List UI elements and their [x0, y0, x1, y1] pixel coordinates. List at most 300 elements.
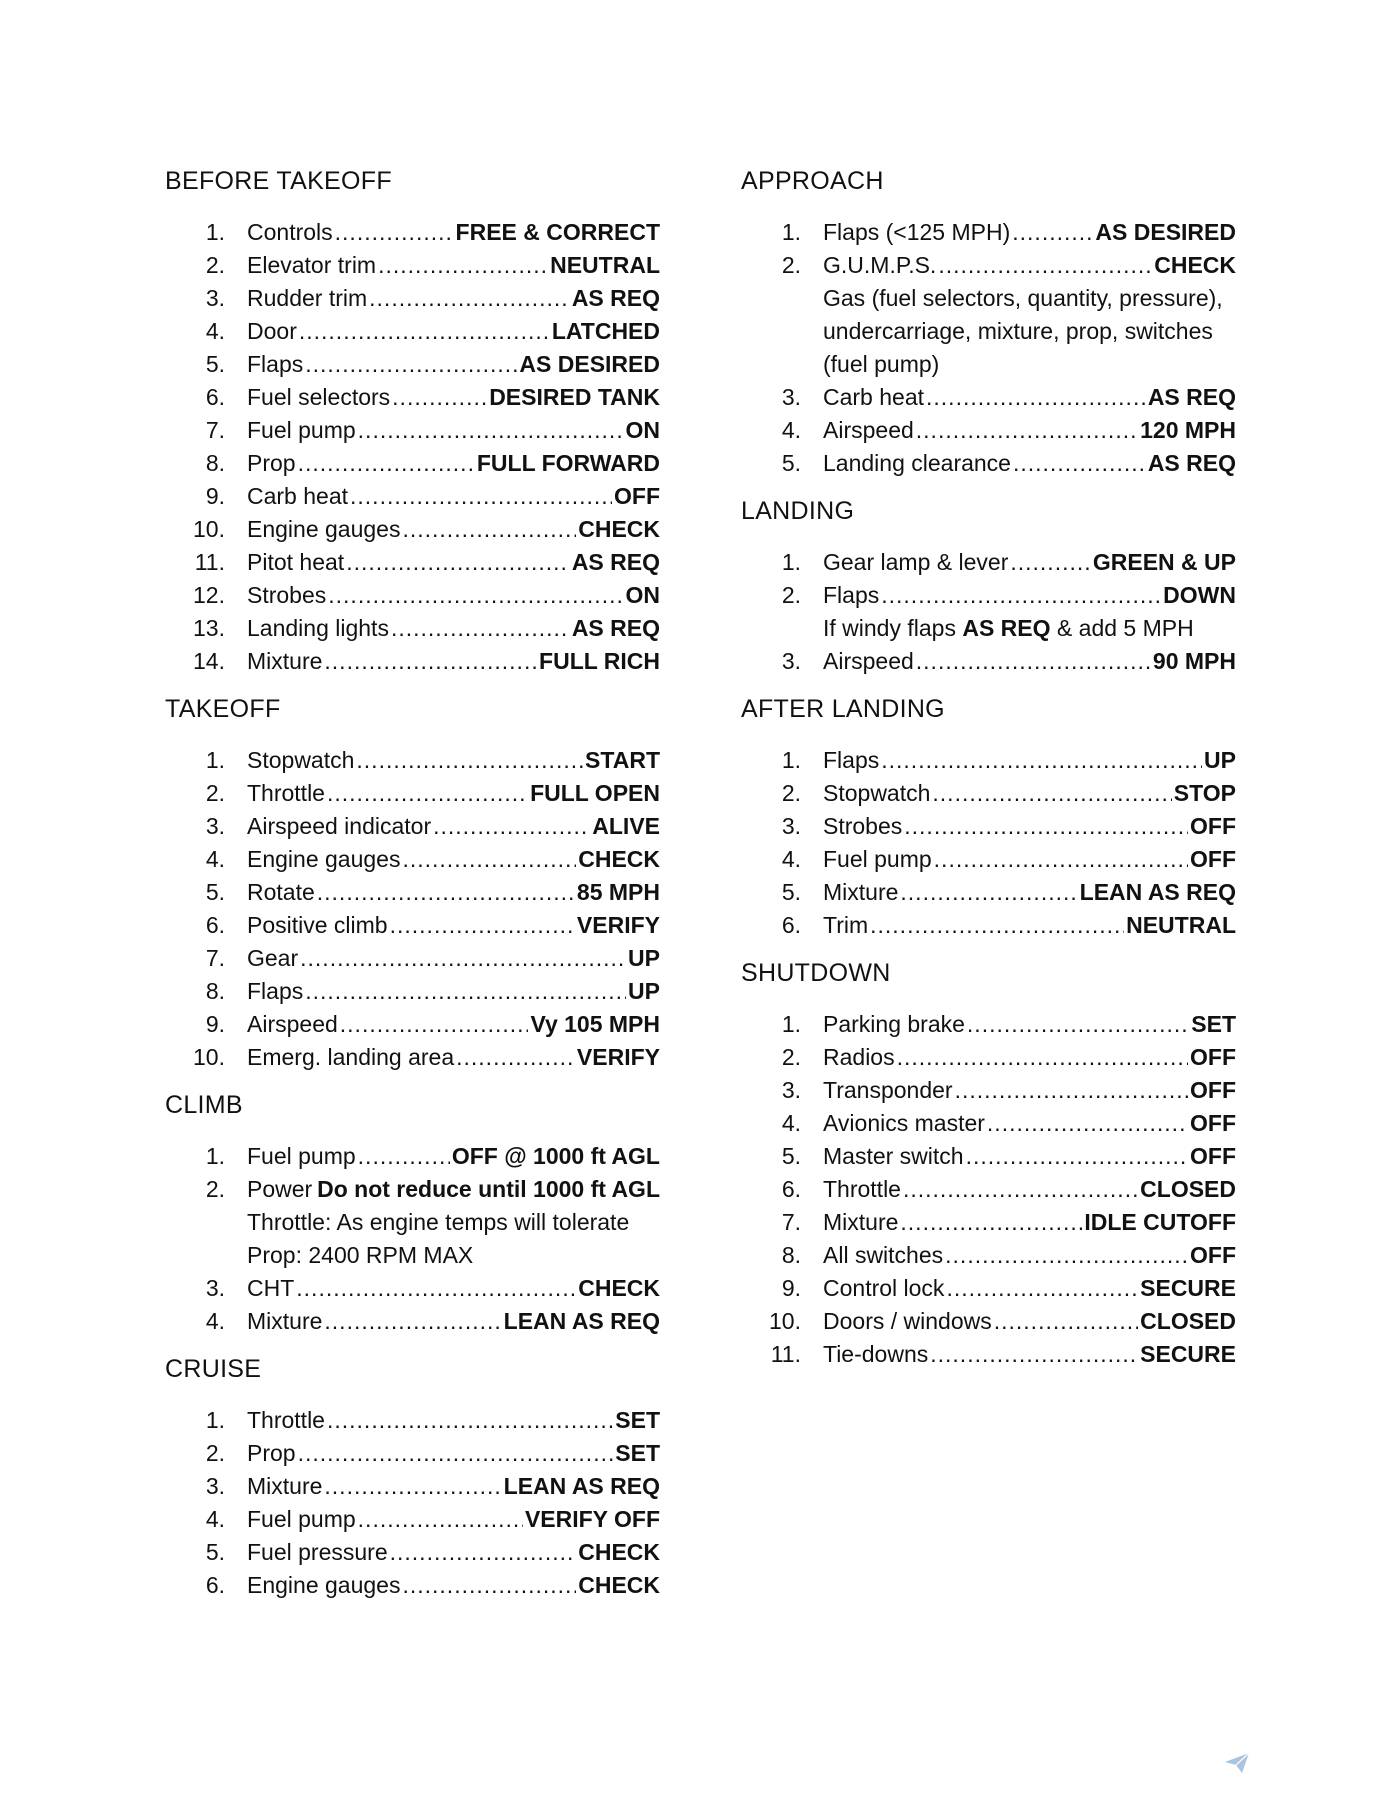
item-number: 10. [193, 1044, 225, 1070]
item-label: Power [247, 1176, 313, 1202]
item-number: 1. [205, 1407, 225, 1433]
item-label: Carb heat [823, 384, 925, 410]
checklist-item [165, 1272, 660, 1305]
item-label: Flaps [247, 978, 304, 1004]
dot-leader [987, 1107, 1188, 1140]
checklist-item [165, 645, 660, 678]
dot-leader [391, 612, 570, 645]
item-label: Airspeed [823, 417, 914, 443]
item-value: OFF @ 1000 ft AGL [451, 1143, 660, 1169]
checklist-item [165, 744, 660, 777]
checklist-item [741, 810, 1236, 843]
dot-leader [300, 942, 626, 975]
dot-leader [402, 513, 576, 546]
item-value: VERIFY [576, 912, 660, 938]
dot-leader [945, 1239, 1188, 1272]
dot-leader [298, 1437, 614, 1470]
note-bold: AS REQ [962, 615, 1051, 641]
dot-leader [955, 1074, 1188, 1107]
section-title: SHUTDOWN [741, 959, 891, 987]
item-label: Fuel pressure [247, 1539, 388, 1565]
checklist-item [741, 1074, 1236, 1107]
checklist-item [741, 909, 1236, 942]
item-number: 4. [205, 318, 225, 344]
item-value: CHECK [578, 1275, 660, 1301]
item-value: SET [1191, 1011, 1236, 1037]
item-value: Do not reduce until 1000 ft AGL [317, 1176, 660, 1202]
checklist-item [741, 1272, 1236, 1305]
checklist-item [165, 315, 660, 348]
item-label: CHT [247, 1275, 295, 1301]
checklist-item [165, 414, 660, 447]
checklist-item [165, 1536, 660, 1569]
item-label: Doors / windows [823, 1308, 992, 1334]
checklist-item [165, 348, 660, 381]
item-number: 3. [205, 285, 225, 311]
checklist-item [165, 282, 660, 315]
item-note: Prop: 2400 RPM MAX [247, 1242, 474, 1268]
checklist-item [741, 1008, 1236, 1041]
item-value: VERIFY OFF [524, 1506, 660, 1532]
item-value: LEAN AS REQ [1079, 879, 1236, 905]
item-value: STOP [1173, 780, 1236, 806]
item-label: Engine gauges [247, 1572, 401, 1598]
item-value: UP [1204, 747, 1236, 773]
item-value: FULL FORWARD [476, 450, 660, 476]
dot-leader [916, 645, 1151, 678]
checklist [165, 744, 660, 1074]
item-value: CLOSED [1140, 1308, 1236, 1334]
item-label: Rudder trim [247, 285, 368, 311]
item-number: 1. [205, 219, 225, 245]
item-label: Trim [823, 912, 869, 938]
checklist-item [165, 546, 660, 579]
item-label: Control lock [823, 1275, 945, 1301]
checklist [741, 1008, 1236, 1371]
checklist [741, 744, 1236, 942]
item-label: Flaps [823, 582, 880, 608]
checklist-item [741, 1107, 1236, 1140]
item-number: 13. [193, 615, 225, 641]
item-value: Vy 105 MPH [530, 1011, 660, 1037]
item-number: 4. [781, 1110, 801, 1136]
item-number: 2. [205, 252, 225, 278]
checklist-item [741, 1140, 1236, 1173]
checklist-item [165, 1305, 660, 1338]
item-label: Strobes [823, 813, 903, 839]
checklist-item [741, 876, 1236, 909]
section-before-takeoff [165, 166, 660, 678]
item-value: NEUTRAL [1126, 912, 1236, 938]
item-value: DOWN [1163, 582, 1236, 608]
checklist-item [741, 777, 1236, 810]
right-column [741, 166, 1236, 1387]
dot-leader [402, 1569, 576, 1602]
item-note [741, 612, 1236, 645]
item-number: 8. [205, 450, 225, 476]
dot-leader [305, 348, 517, 381]
item-label: Transponder [823, 1077, 953, 1103]
checklist-item [741, 216, 1236, 249]
checklist-item [165, 942, 660, 975]
item-number: 7. [781, 1209, 801, 1235]
dot-leader [335, 216, 454, 249]
dot-leader [916, 414, 1138, 447]
item-label: Engine gauges [247, 846, 401, 872]
item-label: Prop [247, 1440, 296, 1466]
item-label: Mixture [247, 648, 323, 674]
item-value: CHECK [578, 516, 660, 542]
dot-leader [324, 645, 537, 678]
item-number: 8. [781, 1242, 801, 1268]
item-value: AS REQ [571, 549, 660, 575]
checklist [741, 546, 1236, 678]
item-label: Radios [823, 1044, 895, 1070]
dot-leader [897, 1041, 1188, 1074]
dot-leader [327, 1404, 613, 1437]
item-value: ALIVE [592, 813, 660, 839]
item-number: 5. [781, 1143, 801, 1169]
dot-leader [299, 315, 550, 348]
item-value: VERIFY [576, 1044, 660, 1070]
item-value: 90 MPH [1152, 648, 1236, 674]
item-number: 9. [205, 1011, 225, 1037]
item-value: ON [625, 582, 660, 608]
item-number: 2. [205, 780, 225, 806]
item-label: Gear [247, 945, 299, 971]
item-value: OFF [1190, 1242, 1236, 1268]
item-label: Stopwatch [823, 780, 931, 806]
item-label: Fuel pump [247, 1143, 356, 1169]
item-label: Fuel pump [247, 417, 356, 443]
checklist-item [741, 645, 1236, 678]
item-value: OFF [1190, 813, 1236, 839]
checklist-item [165, 909, 660, 942]
item-value: AS DESIRED [1095, 219, 1236, 245]
item-label: Mixture [823, 1209, 899, 1235]
dot-leader [378, 249, 548, 282]
item-number: 2. [781, 252, 801, 278]
dot-leader [881, 744, 1202, 777]
item-label: Airspeed [823, 648, 914, 674]
item-number: 5. [205, 1539, 225, 1565]
dot-leader [934, 843, 1188, 876]
item-label: Stopwatch [247, 747, 355, 773]
item-label: Master switch [823, 1143, 964, 1169]
dot-leader [932, 777, 1171, 810]
item-number: 3. [781, 384, 801, 410]
item-value: AS REQ [571, 285, 660, 311]
checklist-item [165, 1437, 660, 1470]
item-value: ON [625, 417, 660, 443]
dot-leader [328, 579, 623, 612]
dot-leader [903, 1173, 1138, 1206]
checklist-item [165, 810, 660, 843]
section-shutdown [741, 958, 1236, 1371]
item-value: LATCHED [551, 318, 660, 344]
dot-leader [392, 381, 487, 414]
item-value: CHECK [578, 1539, 660, 1565]
item-label: Airspeed [247, 1011, 338, 1037]
checklist-item [741, 843, 1236, 876]
item-number: 9. [205, 483, 225, 509]
item-value: CLOSED [1140, 1176, 1236, 1202]
checklist-item [165, 1041, 660, 1074]
item-number: 1. [781, 219, 801, 245]
checklist [165, 216, 660, 678]
item-number: 2. [781, 1044, 801, 1070]
checklist-item [165, 249, 660, 282]
dot-leader [1010, 546, 1091, 579]
dot-leader [930, 1338, 1138, 1371]
item-label: Fuel pump [247, 1506, 356, 1532]
dot-leader [356, 744, 583, 777]
section-takeoff [165, 694, 660, 1074]
checklist [741, 216, 1236, 480]
dot-leader [358, 1503, 523, 1536]
dot-leader [946, 1272, 1138, 1305]
item-value: GREEN & UP [1092, 549, 1236, 575]
checklist-item [165, 1173, 660, 1206]
item-label: Rotate [247, 879, 315, 905]
dot-leader [305, 975, 626, 1008]
dot-leader [324, 1470, 501, 1503]
item-value: SET [615, 1440, 660, 1466]
item-number: 12. [193, 582, 225, 608]
item-number: 4. [205, 846, 225, 872]
item-number: 6. [205, 1572, 225, 1598]
item-label: Positive climb [247, 912, 388, 938]
item-value: AS REQ [1147, 384, 1236, 410]
item-label: Door [247, 318, 297, 344]
item-note: Throttle: As engine temps will tolerate [247, 1209, 630, 1235]
dot-leader [900, 1206, 1082, 1239]
item-number: 9. [781, 1275, 801, 1301]
checklist-item [165, 1470, 660, 1503]
item-value: OFF [1190, 1044, 1236, 1070]
item-number: 6. [781, 912, 801, 938]
item-label: Throttle [247, 1407, 325, 1433]
item-number: 10. [193, 516, 225, 542]
checklist-item [165, 447, 660, 480]
item-value: LEAN AS REQ [503, 1473, 660, 1499]
item-number: 10. [769, 1308, 801, 1334]
item-number: 4. [205, 1506, 225, 1532]
checklist-item [165, 513, 660, 546]
item-number: 5. [781, 879, 801, 905]
item-number: 5. [205, 879, 225, 905]
item-value: LEAN AS REQ [503, 1308, 660, 1334]
item-number: 6. [205, 384, 225, 410]
checklist-item [165, 843, 660, 876]
dot-leader [390, 1536, 577, 1569]
checklist-item [165, 1140, 660, 1173]
item-label: Landing clearance [823, 450, 1011, 476]
item-value: FULL RICH [539, 648, 660, 674]
dot-leader [1012, 216, 1093, 249]
item-number: 3. [781, 813, 801, 839]
item-number: 4. [205, 1308, 225, 1334]
checklist-item [165, 1569, 660, 1602]
item-label: Throttle [247, 780, 325, 806]
dot-leader [358, 414, 624, 447]
dot-leader [881, 579, 1161, 612]
item-value: NEUTRAL [550, 252, 660, 278]
checklist-item [165, 777, 660, 810]
item-label: Avionics master [823, 1110, 985, 1136]
item-label: Emerg. landing area [247, 1044, 455, 1070]
dot-leader [967, 1008, 1189, 1041]
item-number: 2. [781, 780, 801, 806]
item-label: Flaps [823, 747, 880, 773]
checklist-item [741, 249, 1236, 282]
item-value: FREE & CORRECT [455, 219, 660, 245]
section-title: CLIMB [165, 1091, 243, 1119]
dot-leader [358, 1140, 450, 1173]
item-label: All switches [823, 1242, 944, 1268]
item-label: Elevator trim [247, 252, 377, 278]
checklist-item [741, 1206, 1236, 1239]
item-number: 2. [205, 1440, 225, 1466]
item-number: 4. [781, 417, 801, 443]
item-value: OFF [1190, 1077, 1236, 1103]
note-pre: If windy flaps [823, 615, 963, 641]
item-note: (fuel pump) [823, 351, 940, 377]
item-number: 1. [781, 747, 801, 773]
checklist [165, 1140, 660, 1338]
item-number: 14. [193, 648, 225, 674]
item-label: Controls [247, 219, 333, 245]
item-number: 11. [770, 1341, 801, 1367]
item-value: CHECK [578, 1572, 660, 1598]
item-label: Mixture [247, 1473, 323, 1499]
item-label: Landing lights [247, 615, 389, 641]
dot-leader [298, 447, 475, 480]
checklist-item [741, 414, 1236, 447]
item-label: Mixture [247, 1308, 323, 1334]
dot-leader [317, 876, 575, 909]
item-number: 1. [781, 549, 801, 575]
item-label: Fuel selectors [247, 384, 391, 410]
dot-leader [966, 1140, 1188, 1173]
item-note: Gas (fuel selectors, quantity, pressure), [823, 285, 1223, 311]
item-value: SET [615, 1407, 660, 1433]
dot-leader [904, 810, 1188, 843]
checklist-item [741, 744, 1236, 777]
item-value: AS REQ [571, 615, 660, 641]
checklist-item [741, 1338, 1236, 1371]
section-title: LANDING [741, 497, 855, 525]
checklist-item [165, 975, 660, 1008]
item-label: Gear lamp & lever [823, 549, 1009, 575]
item-value: AS REQ [1147, 450, 1236, 476]
item-value: DESIRED TANK [489, 384, 660, 410]
item-number: 5. [781, 450, 801, 476]
item-label: Engine gauges [247, 516, 401, 542]
item-number: 2. [205, 1176, 225, 1202]
item-label: Fuel pump [823, 846, 932, 872]
checklist-item [741, 546, 1236, 579]
dot-leader [900, 876, 1077, 909]
checklist-item [741, 1239, 1236, 1272]
checklist-item [165, 480, 660, 513]
item-number: 5. [205, 351, 225, 377]
checklist-item [165, 876, 660, 909]
dot-leader [456, 1041, 575, 1074]
item-label: Airspeed indicator [247, 813, 432, 839]
checklist-item [741, 381, 1236, 414]
dot-leader [994, 1305, 1138, 1338]
item-number: 7. [205, 417, 225, 443]
item-value: IDLE CUTOFF [1084, 1209, 1236, 1235]
dot-leader [346, 546, 570, 579]
checklist-item [741, 579, 1236, 612]
checklist-item [165, 612, 660, 645]
checklist [165, 1404, 660, 1602]
section-title: BEFORE TAKEOFF [165, 167, 392, 195]
item-number: 3. [781, 648, 801, 674]
dot-leader [938, 249, 1152, 282]
item-value: 85 MPH [576, 879, 660, 905]
item-value: START [585, 747, 660, 773]
checklist-item [741, 447, 1236, 480]
paper-plane-icon [1224, 1752, 1250, 1774]
item-label: Tie-downs [823, 1341, 929, 1367]
item-label: G.U.M.P.S. [823, 252, 937, 278]
item-number: 1. [781, 1011, 801, 1037]
item-label: Throttle [823, 1176, 901, 1202]
section-cruise [165, 1354, 660, 1602]
dot-leader [350, 480, 612, 513]
dot-leader [402, 843, 576, 876]
item-value: OFF [1190, 1143, 1236, 1169]
item-number: 3. [781, 1077, 801, 1103]
section-title: TAKEOFF [165, 695, 281, 723]
dot-leader [369, 282, 570, 315]
section-climb [165, 1090, 660, 1338]
item-number: 7. [205, 945, 225, 971]
checklist-item [165, 1503, 660, 1536]
item-number: 1. [205, 1143, 225, 1169]
item-number: 4. [781, 846, 801, 872]
item-number: 6. [781, 1176, 801, 1202]
item-label: Parking brake [823, 1011, 965, 1037]
dot-leader [390, 909, 575, 942]
dot-leader [1013, 447, 1146, 480]
dot-leader [324, 1305, 501, 1338]
dot-leader [296, 1272, 576, 1305]
checklist-item [165, 216, 660, 249]
item-value: OFF [614, 483, 660, 509]
checklist-item [165, 1404, 660, 1437]
item-label: Strobes [247, 582, 327, 608]
item-label: Carb heat [247, 483, 349, 509]
item-value: OFF [1190, 846, 1236, 872]
item-label: Flaps (<125 MPH) [823, 219, 1011, 245]
item-number: 1. [205, 747, 225, 773]
item-value: FULL OPEN [530, 780, 660, 806]
section-approach [741, 166, 1236, 480]
item-number: 3. [205, 1275, 225, 1301]
item-value: 120 MPH [1140, 417, 1236, 443]
section-title: AFTER LANDING [741, 695, 945, 723]
section-title: CRUISE [165, 1355, 262, 1383]
item-number: 11. [194, 549, 225, 575]
item-value: CHECK [578, 846, 660, 872]
dot-leader [433, 810, 590, 843]
dot-leader [926, 381, 1146, 414]
section-landing [741, 496, 1236, 678]
